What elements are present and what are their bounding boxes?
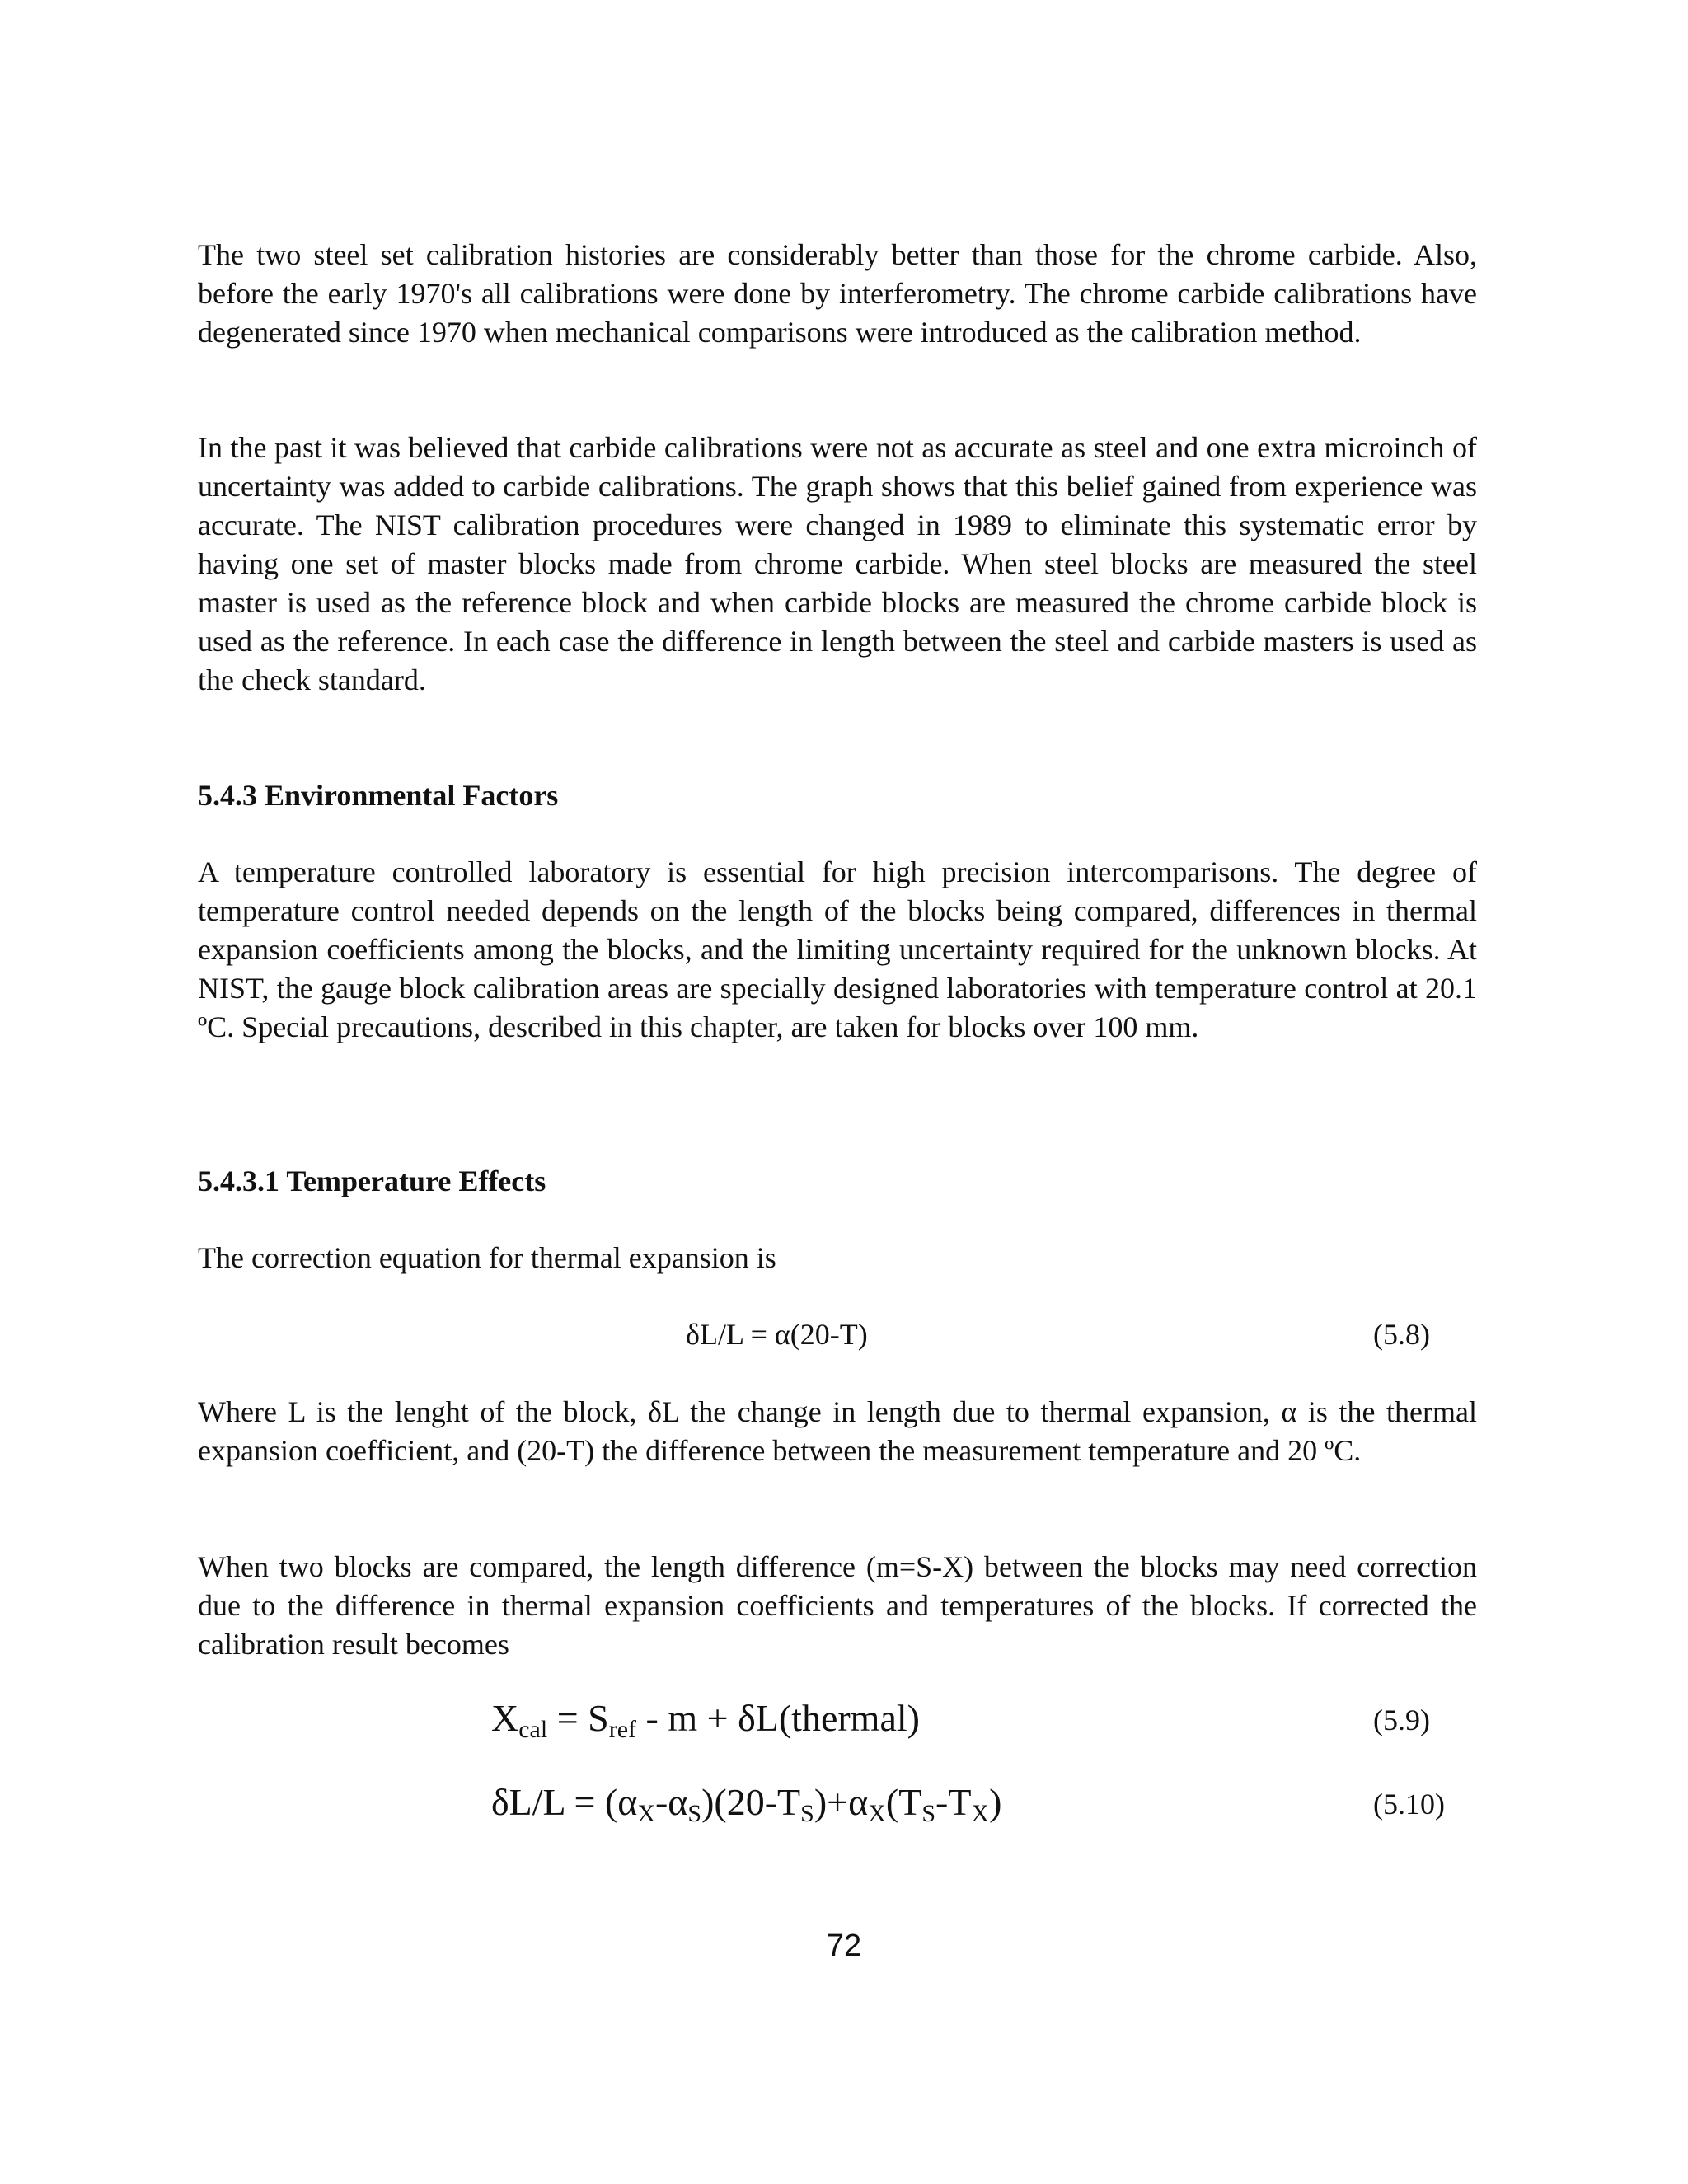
equation-number-5-8: (5.8) [1373, 1318, 1430, 1351]
equation-number-5-9: (5.9) [1373, 1704, 1430, 1736]
paragraph-two-blocks-compared: When two blocks are compared, the length difference (m=S-X) between the blocks may need correction due to the difference in thermal expansion coefficients and temperatures of the blocks. If corrected the calibration result becomes [198, 1550, 1477, 1661]
page-number: 72 [826, 1929, 862, 1963]
section-heading-environmental-factors: 5.4.3 Environmental Factors [198, 779, 559, 812]
paragraph-where-definitions: Where L is the lenght of the block, δL the change in length due to thermal expansion, α is the thermal expansion coefficient, and (20-T) the difference between the measurement temperature and 20 ºC. [198, 1395, 1477, 1467]
equation-5-10: $\delta L/L = (\alpha_X-\alpha_S)(20-T_S)+\alpha_X(T_S-T_X)$ [491, 1781, 1002, 1827]
section-heading-temperature-effects: 5.4.3.1 Temperature Effects [198, 1165, 546, 1197]
paragraph-carbide-uncertainty: In the past it was believed that carbide calibrations were not as accurate as steel and one extra microinch of uncertainty was added to carbide calibrations. The graph shows that this belief gained from experience was accurate. The NIST calibration procedures were changed in 1989 to eliminate this systematic error by having one set of master blocks made from chrome carbide. When steel blocks are measured the steel master is used as the reference block and when carbide blocks are measured the chrome carbide block is used as the reference. In each case the difference in length between the steel and carbide masters is used as the check standard. [198, 431, 1477, 696]
paragraph-temperature-control: A temperature controlled laboratory is essential for high precision intercomparisons. The degree of temperature control needed depends on the length of the blocks being compared, differences in thermal expansion coefficients among the blocks, and the limiting uncertainty required for the unknown blocks. At NIST, the gauge block calibration areas are specially designed laboratories with temperature control at 20.1 ºC. Special precautions, described in this chapter, are taken for blocks over 100 mm. [198, 855, 1477, 1043]
paragraph-calibration-histories: The two steel set calibration histories are considerably better than those for the chrome carbide. Also, before the early 1970's all calibrations were done by interferometry. The chrome carbide calibrations have degenerated since 1970 when mechanical comparisons were introduced as the calibration method. [198, 238, 1477, 349]
equation-5-8: δL/L = α(20-T) [686, 1318, 868, 1351]
equation-number-5-10: (5.10) [1373, 1788, 1445, 1821]
paragraph-correction-intro: The correction equation for thermal expansion is [198, 1241, 776, 1274]
equation-5-9: $X_{cal} = S_{ref} - m$ + δL(thermal) [491, 1697, 920, 1743]
